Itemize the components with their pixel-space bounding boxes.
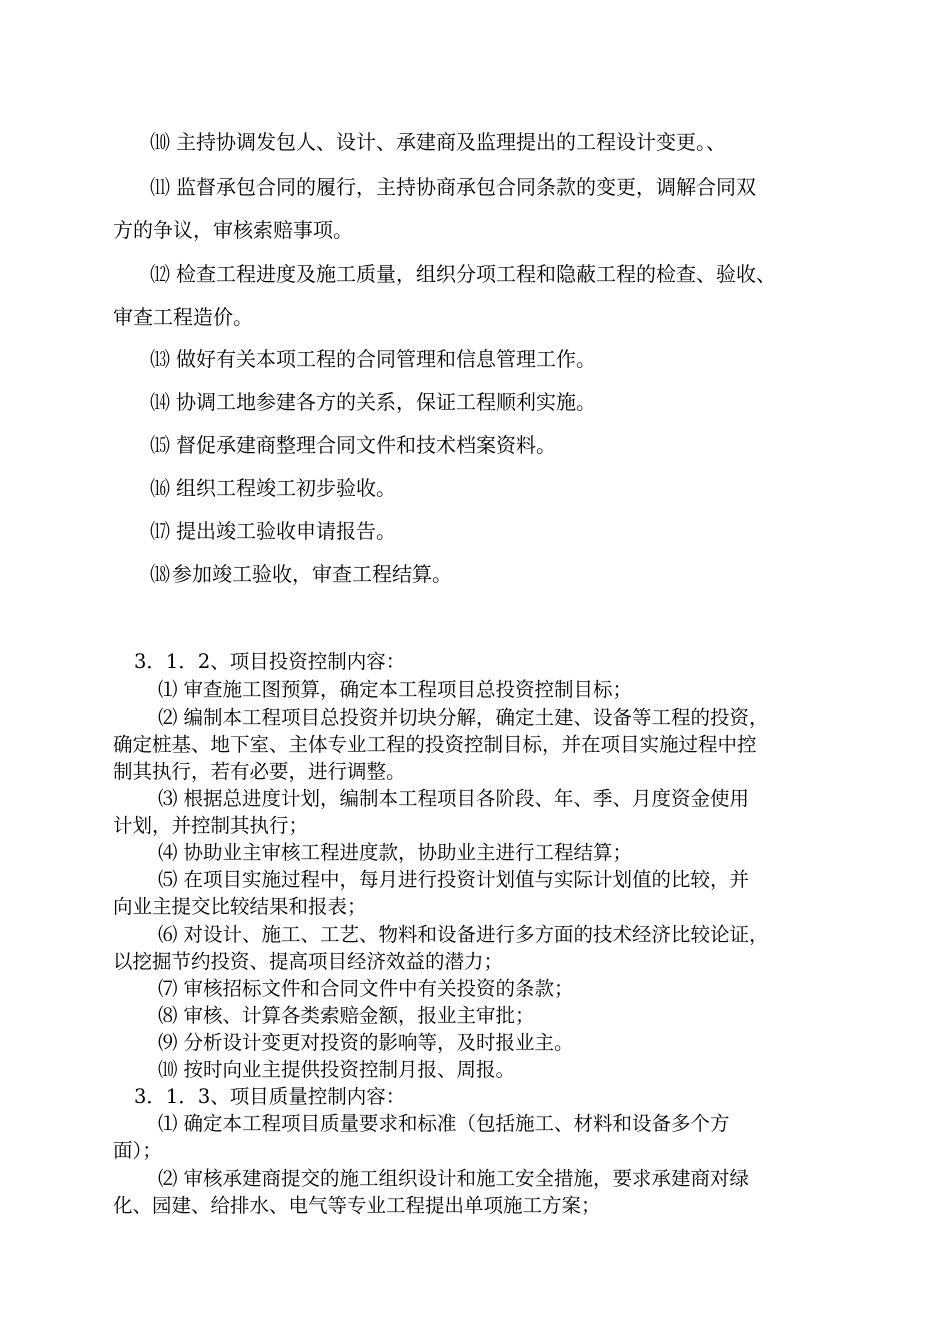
item-text: 督促承建商整理合同文件和技术档案资料。: [176, 433, 556, 457]
list-item-continuation: 面）；: [113, 1139, 162, 1162]
list-item: [158, 921, 769, 949]
item-text: 根据总进度计划，编制本工程项目各阶段、年、季、月度资金使用: [183, 787, 750, 810]
item-text: 确定本工程项目质量要求和标准（包括施工、材料和设备多个方: [183, 1112, 730, 1135]
list-item: [158, 785, 749, 813]
section-heading: 3．1．3、项目质量控制内容：: [134, 1085, 406, 1108]
list-item: [150, 166, 756, 209]
item-number: ⑷: [158, 841, 178, 864]
list-item: [150, 381, 596, 424]
item-text: 审核、计算各类索赔金额，报业主审批；: [183, 1004, 535, 1027]
item-text: 对设计、施工、工艺、物料和设备进行多方面的技术经济比较论证，: [183, 923, 769, 946]
item-text: 分析设计变更对投资的影响等，及时报业主。: [183, 1031, 574, 1054]
item-number: ⑽: [158, 1058, 178, 1081]
item-text: 在项目实施过程中，每月进行投资计划值与实际计划值的比较，并: [183, 868, 750, 891]
item-number: ⑽: [150, 130, 170, 154]
item-number: ⑵: [158, 1167, 178, 1190]
list-item: [158, 1029, 574, 1057]
list-item-continuation: 以挖掘节约投资、提高项目经济效益的潜力；: [113, 950, 504, 973]
item-text: 检查工程进度及施工质量，组织分项工程和隐蔽工程的检查、验收、: [176, 262, 776, 286]
item-text: 监督承包合同的履行，主持协商承包合同条款的变更，调解合同双: [176, 175, 756, 199]
item-number: ⒃: [150, 476, 170, 500]
list-item: [158, 1002, 535, 1030]
item-number: ⒅: [150, 562, 170, 586]
item-number: ⑾: [150, 175, 170, 199]
item-text: 按时向业主提供投资控制月报、周报。: [183, 1058, 516, 1081]
list-item-continuation: 化、园建、给排水、电气等专业工程提出单项施工方案；: [113, 1194, 601, 1217]
list-item: [158, 676, 632, 704]
item-number: ⑶: [158, 787, 178, 810]
list-item-continuation: 确定桩基、地下室、主体专业工程的投资控制目标，并在项目实施过程中控: [113, 733, 757, 756]
item-number: ⑼: [158, 1031, 178, 1054]
list-item-continuation: 方的争议，审核索赔事项。: [113, 218, 353, 242]
list-item: [158, 975, 574, 1003]
list-item: [150, 467, 396, 510]
item-number: ⑿: [150, 262, 170, 286]
list-item: [158, 1110, 730, 1138]
list-item: [158, 704, 769, 732]
list-item-continuation: 制其执行，若有必要，进行调整。: [113, 760, 406, 783]
item-number: ⒀: [150, 347, 170, 371]
item-number: ⑺: [158, 977, 178, 1000]
item-number: ⑵: [158, 706, 178, 729]
item-text: 提出竣工验收申请报告。: [176, 519, 396, 543]
list-item: [150, 424, 556, 467]
list-item-continuation: 向业主提交比较结果和报表；: [113, 895, 367, 918]
list-item: [150, 510, 396, 553]
item-text: 参加竣工验收，审查工程结算。: [172, 562, 452, 586]
item-number: ⑸: [158, 868, 178, 891]
list-item: [150, 121, 726, 164]
item-number: ⒁: [150, 390, 170, 414]
list-item: [158, 866, 749, 894]
item-number: ⑻: [158, 1004, 178, 1027]
list-item: [150, 253, 776, 296]
item-text: 协助业主审核工程进度款，协助业主进行工程结算；: [183, 841, 633, 864]
item-text: 审核招标文件和合同文件中有关投资的条款；: [183, 977, 574, 1000]
item-number: ⑴: [158, 678, 178, 701]
item-number: ⒄: [150, 519, 170, 543]
list-item-continuation: 审查工程造价。: [113, 305, 253, 329]
item-text: 审查施工图预算，确定本工程项目总投资控制目标；: [183, 678, 633, 701]
section-heading: 3．1．2、项目投资控制内容：: [134, 650, 406, 673]
item-text: 审核承建商提交的施工组织设计和施工安全措施，要求承建商对绿: [183, 1167, 750, 1190]
item-number: ⒂: [150, 433, 170, 457]
item-text: 协调工地参建各方的关系，保证工程顺利实施。: [176, 390, 596, 414]
list-item: [158, 1056, 515, 1084]
list-item: [150, 338, 596, 381]
list-item: [158, 839, 632, 867]
list-item: [158, 1165, 749, 1193]
item-text: 主持协调发包人、设计、承建商及监理提出的工程设计变更。、: [176, 130, 726, 154]
item-text: 编制本工程项目总投资并切块分解，确定土建、设备等工程的投资，: [183, 706, 769, 729]
item-number: ⑹: [158, 923, 178, 946]
list-item: [150, 553, 452, 596]
item-text: 做好有关本项工程的合同管理和信息管理工作。: [176, 347, 596, 371]
item-number: ⑴: [158, 1112, 178, 1135]
item-text: 组织工程竣工初步验收。: [176, 476, 396, 500]
list-item-continuation: 计划，并控制其执行；: [113, 814, 309, 837]
